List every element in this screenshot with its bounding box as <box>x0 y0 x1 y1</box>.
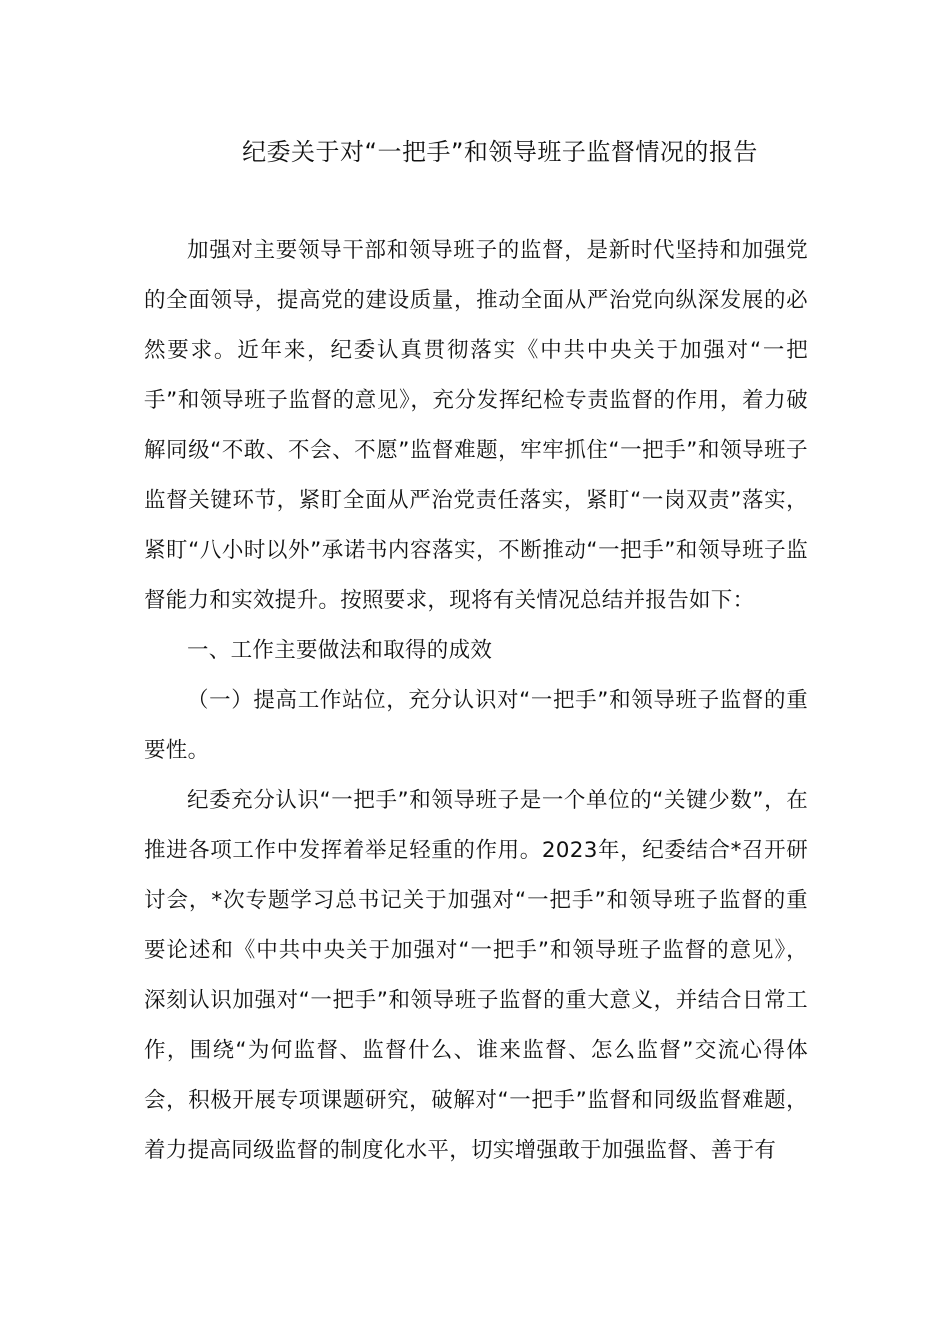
paragraph-intro: 加强对主要领导干部和领导班子的监督，是新时代坚持和加强党的全面领导，提高党的建设质量，推动全面从严治党向纵深发展的必然要求。近年来，纪委认真贯彻落实《中共中央关于加强对“一把手”和领导班子监督的意见》，充分发挥纪检专责监督的作用，着力破解同级“不敢、不会、不愿”监督难题，牢牢抓住“一把手”和领导班子监督关键环节，紧盯全面从严治党责任落实，紧盯“一岗双责”落实，紧盯“八小时以外”承诺书内容落实，不断推动“一把手”和领导班子监督能力和实效提升。按照要求，现将有关情况总结并报告如下： <box>144 238 809 613</box>
section-heading-1: 一、工作主要做法和取得的成效 <box>187 638 493 663</box>
subsection-heading-1: （一）提高工作站位，充分认识对“一把手”和领导班子监督的重要性。 <box>144 688 808 763</box>
paragraph-body-1: 纪委充分认识“一把手”和领导班子是一个单位的“关键少数”，在推进各项工作中发挥着举足轻重的作用。2023年，纪委结合*召开研讨会，*次专题学习总书记关于加强对“一把手”和领导班子监督的重要论述和《中共中央关于加强对“一把手”和领导班子监督的意见》，深刻认识加强对“一把手”和领导班子监督的重大意义，并结合日常工作，围绕“为何监督、监督什么、谁来监督、怎么监督”交流心得体会，积极开展专项课题研究，破解对“一把手”监督和同级监督难题，着力提高同级监督的制度化水平，切实增强敢于加强监督、善于有 <box>144 788 808 1163</box>
document-title: 纪委关于对“一把手”和领导班子监督情况的报告 <box>242 138 758 166</box>
document-body <box>144 226 808 1176</box>
